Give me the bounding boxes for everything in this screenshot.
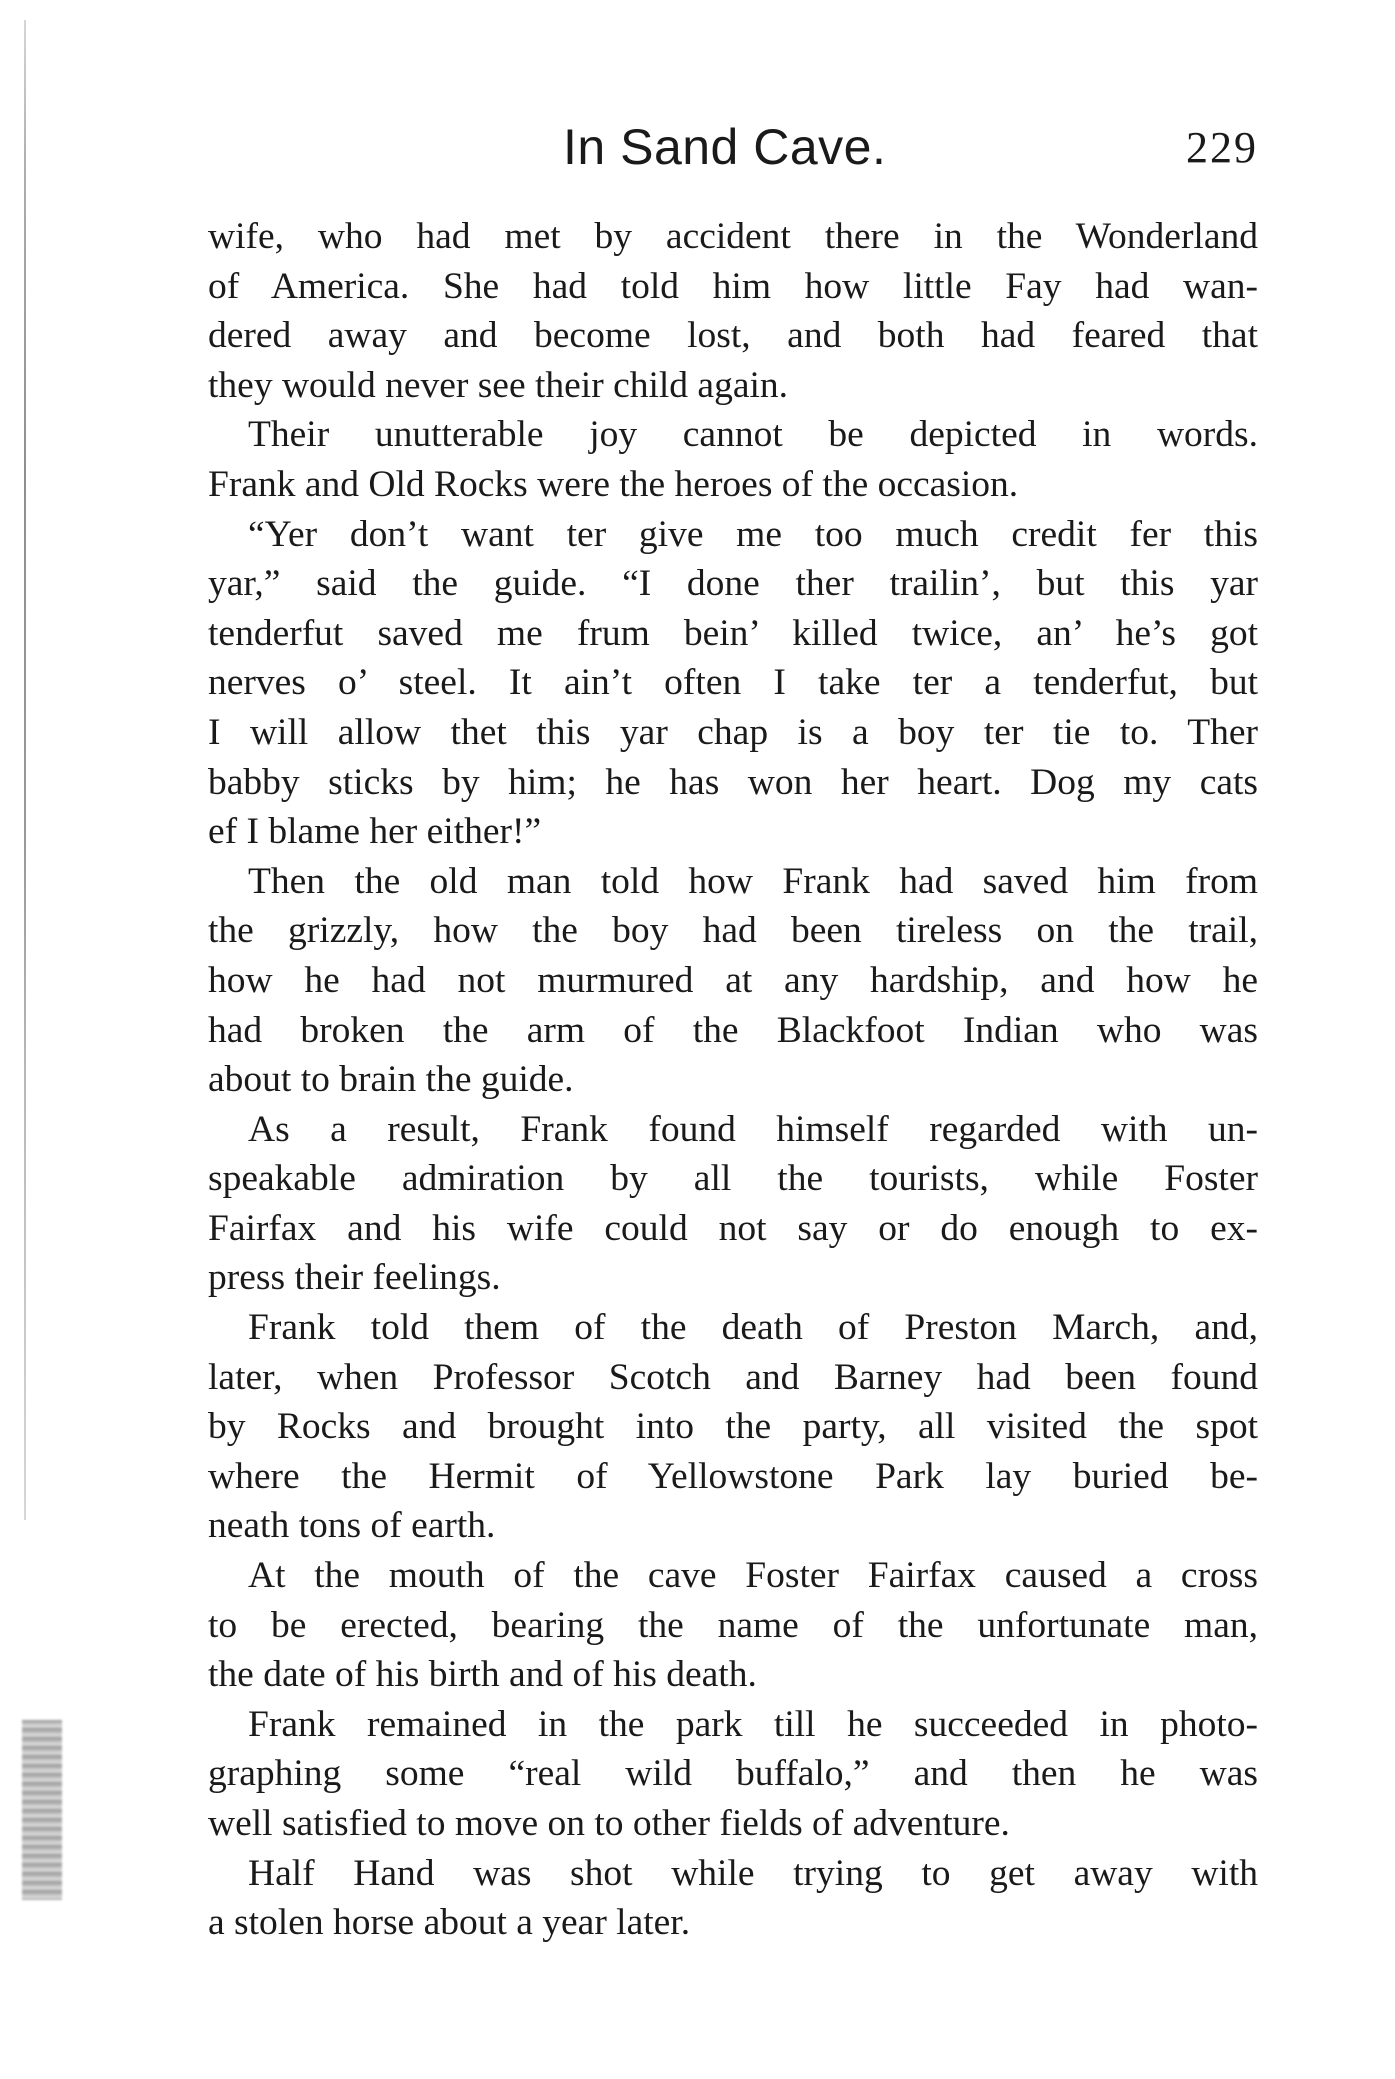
paragraph <box>208 1551 1258 1700</box>
text-line: Fairfax and his wife could not say or do enough to ex- <box>208 1207 1258 1249</box>
text-line: wife, who had met by accident there in the Wonderland <box>208 216 1258 257</box>
text-line: babby sticks by him; he has won her heart. Dog my cats <box>208 761 1258 803</box>
text-line: “Yer don’t want ter give me too much credit fer this <box>248 513 1258 555</box>
paragraph <box>208 1105 1258 1303</box>
text-line: press their feelings. <box>208 1257 501 1299</box>
text-line: I will allow thet this yar chap is a boy ter tie to. Ther <box>208 711 1258 753</box>
text-line: about to brain the guide. <box>208 1059 574 1101</box>
text-line: As a result, Frank found himself regarded with un- <box>248 1108 1258 1150</box>
paragraph <box>208 212 1258 410</box>
paragraph <box>208 510 1258 857</box>
page-header <box>208 118 1258 188</box>
text-line: to be erected, bearing the name of the unfortunate man, <box>208 1604 1258 1646</box>
text-line: a stolen horse about a year later. <box>208 1902 691 1944</box>
paragraph <box>208 410 1258 509</box>
text-line: where the Hermit of Yellowstone Park lay buried be- <box>208 1455 1258 1497</box>
text-line: yar,” said the guide. “I done ther trailin’, but this yar <box>208 563 1258 605</box>
text-line: they would never see their child again. <box>208 364 789 406</box>
paragraph <box>208 1303 1258 1551</box>
paragraph <box>208 857 1258 1105</box>
text-line: had broken the arm of the Blackfoot Indian who was <box>208 1009 1258 1051</box>
text-line: ef I blame her either!” <box>208 811 542 853</box>
text-line: the date of his birth and of his death. <box>208 1654 757 1696</box>
text-line: how he had not murmured at any hardship, and how he <box>208 959 1258 1001</box>
text-line: Frank and Old Rocks were the heroes of the occasion. <box>208 463 1019 505</box>
text-line: At the mouth of the cave Foster Fairfax caused a cross <box>248 1555 1258 1597</box>
text-line: graphing some “real wild buffalo,” and then he was <box>208 1753 1258 1795</box>
text-line: Frank told them of the death of Preston March, and, <box>248 1307 1258 1349</box>
scan-smudge <box>22 1720 62 1900</box>
text-line: Frank remained in the park till he succeeded in photo- <box>248 1703 1258 1745</box>
text-line: neath tons of earth. <box>208 1505 496 1547</box>
text-line: tenderfut saved me frum bein’ killed twice, an’ he’s got <box>208 612 1258 654</box>
text-line: Their unutterable joy cannot be depicted in words. <box>248 414 1258 456</box>
paragraph <box>208 1849 1258 1948</box>
text-line: by Rocks and brought into the party, all visited the spot <box>208 1406 1258 1448</box>
page-number: 229 <box>1186 123 1258 172</box>
text-line: nerves o’ steel. It ain’t often I take ter a tenderfut, but <box>208 662 1258 704</box>
text-line: dered away and become lost, and both had feared that <box>208 315 1258 357</box>
text-line: later, when Professor Scotch and Barney had been found <box>208 1356 1258 1398</box>
text-line: speakable admiration by all the tourists, while Foster <box>208 1158 1258 1200</box>
text-line: Half Hand was shot while trying to get away with <box>248 1852 1258 1894</box>
text-line: well satisfied to move on to other fields of adventure. <box>208 1803 1010 1844</box>
scan-binding-edge <box>24 20 26 1520</box>
text-line: of America. She had told him how little Fay had wan- <box>208 265 1258 307</box>
text-line: Then the old man told how Frank had saved him from <box>248 860 1258 902</box>
running-title: In Sand Cave. <box>563 119 887 175</box>
paragraph <box>208 1700 1258 1849</box>
body-text <box>208 212 1258 1948</box>
text-line: the grizzly, how the boy had been tireless on the trail, <box>208 910 1258 952</box>
